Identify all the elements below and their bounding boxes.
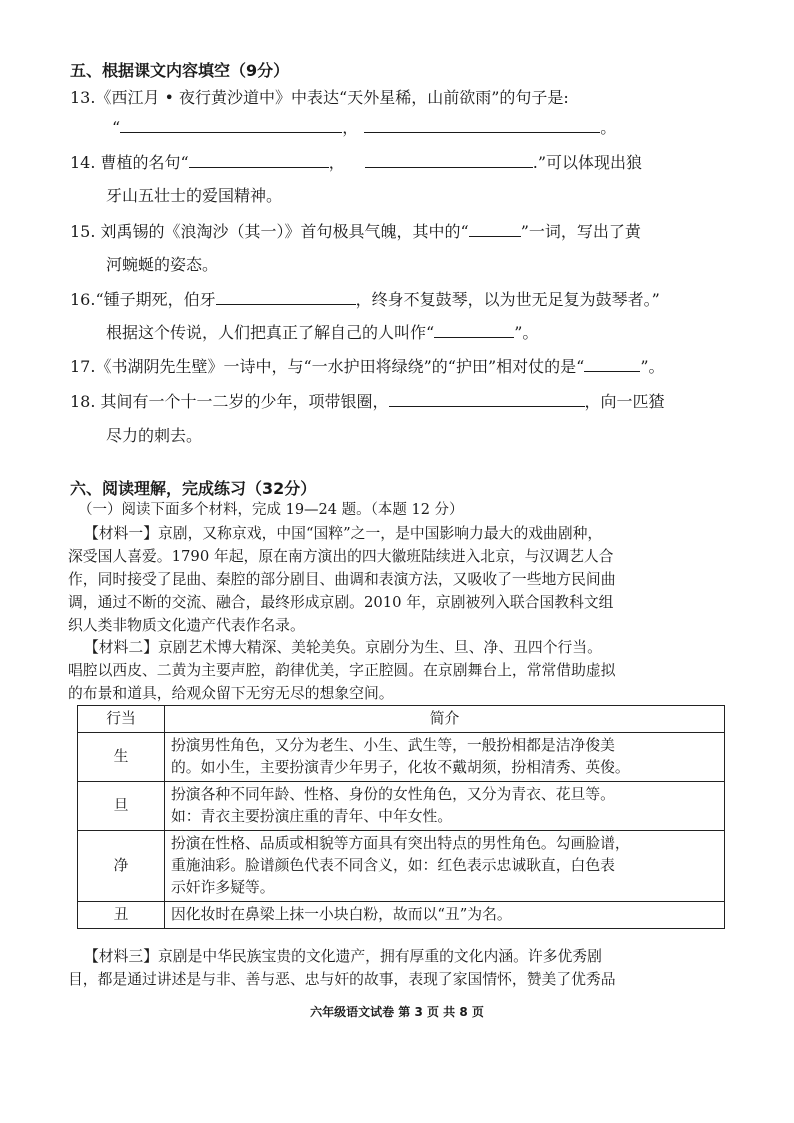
q18-blank[interactable] <box>389 392 585 407</box>
table-row <box>78 733 725 782</box>
section6-title: 六、阅读理解，完成练习（32分） <box>70 479 317 498</box>
q18-line2: 尽力的刺去。 <box>106 426 203 445</box>
material-1-line: 调，通过不断的交流、融合，最终形成京剧。2010 年，京剧被列入联合国教科文组 <box>68 594 614 611</box>
intro-cell: 扮演男性角色，又分为老生、小生、武生等，一般扮相都是洁净俊美 的。如小生，主要扮演青少年男子，化妆不戴胡须，扮相清秀、英俊。 <box>165 733 725 782</box>
table-row <box>78 831 725 902</box>
intro-cell: 扮演在性格、品质或相貌等方面具有突出特点的男性角色。勾画脸谱， 重施油彩。脸谱颜色代表不同含义，如：红色表示忠诚耿直，白色表 示奸诈多疑等。 <box>165 831 725 902</box>
q16-blank-2[interactable] <box>434 323 514 338</box>
q17-line1: 17.《书湖阴先生壁》一诗中，与“一水护田将绿绕”的“护田”相对仗的是“ ”。 <box>70 357 665 376</box>
role-cell: 旦 <box>78 782 165 831</box>
q16-line2: 根据这个传说，人们把真正了解自己的人叫作“ ”。 <box>106 323 539 342</box>
q16-line1: 16.“锺子期死，伯牙 ，终身不复鼓琴，以为世无足复为鼓琴者。” <box>70 290 660 309</box>
material-1-line: 织人类非物质文化遗产代表作名录。 <box>68 617 305 634</box>
q13-text: 13.《西江月 • 夜行黄沙道中》中表达“天外星稀，山前欲雨”的句子是: <box>70 88 569 107</box>
material-2-line: 唱腔以西皮、二黄为主要声腔，韵律优美，字正腔圆。在京剧舞台上，常常借助虚拟 <box>68 662 616 679</box>
role-cell: 生 <box>78 733 165 782</box>
q18-line1: 18. 其间有一个十一二岁的少年，项带银圈， ，向一匹猹 <box>70 392 665 411</box>
role-cell: 丑 <box>78 902 165 929</box>
table-row <box>78 902 725 929</box>
material-1-line: 作，同时接受了昆曲、秦腔的部分剧目、曲调和表演方法，又吸收了一些地方民间曲 <box>68 571 616 588</box>
q17-blank[interactable] <box>584 357 640 372</box>
section6-subtitle: （一）阅读下面多个材料，完成 19—24 题。（本题 12 分） <box>78 502 464 518</box>
q15-line1: 15. 刘禹锡的《浪淘沙（其一）》首句极具气魄，其中的“ ”一词，写出了黄 <box>70 222 641 241</box>
q14-blank-2[interactable] <box>365 153 533 168</box>
q15-blank[interactable] <box>469 222 521 237</box>
table-header-row <box>78 706 725 733</box>
table-row <box>78 782 725 831</box>
material-3-line: 目，都是通过讲述是与非、善与恶、忠与奸的故事，表现了家国情怀，赞美了优秀品 <box>68 971 616 988</box>
material-3 <box>68 945 728 991</box>
q13-blank-1[interactable] <box>120 118 342 133</box>
table-header-intro: 简介 <box>165 706 725 733</box>
q14-line2: 牙山五壮士的爱国精神。 <box>106 186 283 205</box>
material-1-line: 【材料一】京剧，又称京戏，中国“国粹”之一，是中国影响力最大的戏曲剧种， <box>84 525 603 542</box>
material-1-line: 深受国人喜爱。1790 年起，原在南方演出的四大徽班陆续进入北京，与汉调艺人合 <box>68 548 614 565</box>
q13-line2: “ ， 。 <box>112 118 617 137</box>
q14-line1: 14. 曹植的名句“ ， .”可以体现出狼 <box>70 153 643 172</box>
q13-line1 <box>70 88 569 108</box>
material-1 <box>68 522 728 637</box>
material-2-line: 【材料二】京剧艺术博大精深、美轮美奂。京剧分为生、旦、净、丑四个行当。 <box>84 639 602 656</box>
section5-title: 五、根据课文内容填空（9分） <box>70 61 290 80</box>
role-table <box>77 705 725 929</box>
material-2-line: 的布景和道具，给观众留下无穷无尽的想象空间。 <box>68 685 394 702</box>
table-header-role: 行当 <box>78 706 165 733</box>
intro-cell: 扮演各种不同年龄、性格、身份的女性角色，又分为青衣、花旦等。 如：青衣主要扮演庄重的青年、中年女性。 <box>165 782 725 831</box>
q15-line2: 河蜿蜒的姿态。 <box>106 255 219 274</box>
role-cell: 净 <box>78 831 165 902</box>
page-footer: 六年级语文试卷 第 3 页 共 8 页 <box>310 1005 484 1019</box>
intro-cell: 因化妆时在鼻梁上抹一小块白粉，故而以“丑”为名。 <box>165 902 725 929</box>
material-2 <box>68 636 728 705</box>
q13-blank-2[interactable] <box>364 118 600 133</box>
q16-blank-1[interactable] <box>216 290 356 305</box>
material-3-line: 【材料三】京剧是中华民族宝贵的文化遗产，拥有厚重的文化内涵。许多优秀剧 <box>84 948 602 965</box>
q14-blank-1[interactable] <box>189 153 329 168</box>
